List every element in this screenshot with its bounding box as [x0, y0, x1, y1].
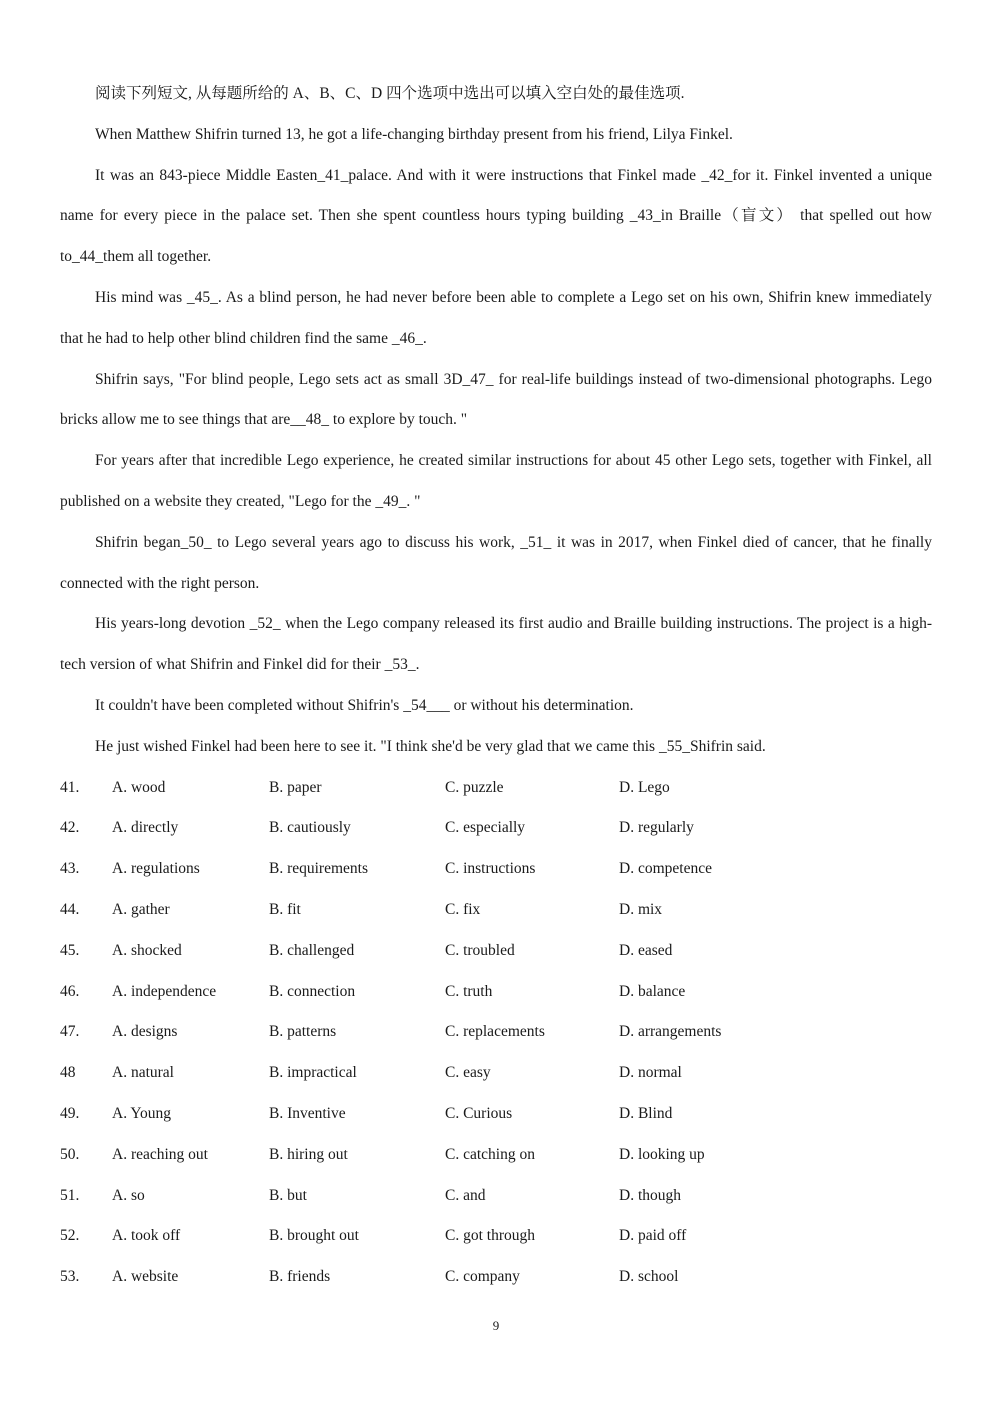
option-c: C. fix	[445, 900, 481, 918]
option-d: D. mix	[619, 900, 663, 918]
question-48	[60, 1053, 932, 1094]
option-b: B. hiring out	[269, 1145, 348, 1163]
option-d: D. Blind	[619, 1104, 673, 1122]
option-c: C. troubled	[445, 941, 515, 959]
option-b: B. connection	[269, 982, 356, 1000]
option-d: D. school	[619, 1268, 679, 1286]
question-47	[60, 1012, 932, 1053]
question-number: 42.	[60, 819, 80, 837]
question-44	[60, 890, 932, 931]
question-list	[60, 768, 932, 1298]
document-page	[60, 74, 932, 1298]
option-a: A. took off	[112, 1227, 181, 1245]
option-b: B. Inventive	[269, 1104, 346, 1122]
question-number: 45.	[60, 941, 80, 959]
option-c: C. Curious	[445, 1104, 513, 1122]
question-49	[60, 1094, 932, 1135]
question-number: 53.	[60, 1268, 80, 1286]
instruction-text: 阅读下列短文, 从每题所给的 A、B、C、D 四个选项中选出可以填入空白处的最佳选项.	[95, 85, 685, 102]
passage-paragraph-6: Shifrin began_50_ to Lego several years ago to discuss his work, _51_ it was in 2017, when Finkel died of cancer, that he finally connected with the right person.	[60, 533, 932, 592]
passage-paragraph-2: It was an 843-piece Middle Easten_41_palace. And with it were instructions that Finkel made _42_for it. Finkel invented a unique name for every piece in the palace set. Then she spent countless hours typing building _43_in Braille（盲文） that spelled out how to_44_them all together.	[60, 166, 932, 266]
passage-paragraph-4: Shifrin says, "For blind people, Lego sets act as small 3D_47_ for real-life buildings instead of two-dimensional photographs. Lego bricks allow me to see things that are__48_ to explore by touch. "	[60, 370, 932, 429]
option-d: D. balance	[619, 982, 686, 1000]
option-b: B. but	[269, 1186, 307, 1204]
passage-paragraph-3: His mind was _45_. As a blind person, he had never before been able to complete a Lego set on his own, Shifrin knew immediately that he had to help other blind children find the same _46_.	[60, 288, 932, 347]
option-a: A. natural	[112, 1064, 174, 1082]
passage-paragraph-5: For years after that incredible Lego experience, he created similar instructions for about 45 other Lego sets, together with Finkel, all published on a website they created, "Lego for the _49_. "	[60, 452, 932, 510]
option-a: A. gather	[112, 900, 170, 918]
question-number: 41.	[60, 778, 80, 796]
passage-paragraph-8: It couldn't have been completed without Shifrin's _54___ or without his determination.	[95, 696, 634, 714]
question-number: 51.	[60, 1186, 80, 1204]
option-c: C. got through	[445, 1227, 535, 1245]
passage-paragraph-9: He just wished Finkel had been here to see it. "I think she'd be very glad that we came this _55_Shifrin said.	[95, 737, 766, 755]
option-a: A. Young	[112, 1104, 172, 1122]
question-number: 50.	[60, 1145, 80, 1163]
option-b: B. friends	[269, 1268, 331, 1286]
option-c: C. company	[445, 1268, 520, 1286]
question-number: 49.	[60, 1104, 80, 1122]
option-a: A. wood	[112, 778, 166, 796]
option-c: C. replacements	[445, 1023, 545, 1041]
option-b: B. requirements	[269, 860, 369, 878]
option-b: B. brought out	[269, 1227, 359, 1245]
option-b: B. impractical	[269, 1064, 357, 1082]
option-c: C. instructions	[445, 860, 536, 878]
page-number: 9	[492, 1318, 500, 1333]
option-c: C. catching on	[445, 1145, 535, 1163]
question-50	[60, 1135, 932, 1176]
question-43	[60, 849, 932, 890]
question-46	[60, 972, 932, 1013]
option-a: A. designs	[112, 1023, 178, 1041]
option-b: B. paper	[269, 778, 322, 796]
option-b: B. cautiously	[269, 819, 351, 837]
question-53	[60, 1257, 932, 1298]
option-d: D. competence	[619, 860, 712, 878]
option-a: A. directly	[112, 819, 179, 837]
option-d: D. regularly	[619, 819, 694, 837]
question-41	[60, 768, 932, 809]
option-a: A. regulations	[112, 860, 200, 878]
option-d: D. paid off	[619, 1227, 687, 1245]
question-number: 48	[60, 1064, 76, 1082]
option-d: D. looking up	[619, 1145, 705, 1163]
option-d: D. eased	[619, 941, 673, 959]
option-b: B. patterns	[269, 1023, 337, 1041]
question-number: 47.	[60, 1023, 80, 1041]
passage-paragraph-1: When Matthew Shifrin turned 13, he got a life-changing birthday present from his friend, Lilya Finkel.	[95, 125, 733, 143]
question-number: 46.	[60, 982, 80, 1000]
option-c: C. easy	[445, 1064, 491, 1082]
option-d: D. arrangements	[619, 1023, 722, 1041]
option-a: A. so	[112, 1186, 145, 1204]
question-number: 52.	[60, 1227, 80, 1245]
passage-paragraph-7: His years-long devotion _52_ when the Lego company released its first audio and Braille building instructions. The project is a high-tech version of what Shifrin and Finkel did for their _53_.	[60, 615, 932, 674]
question-number: 43.	[60, 860, 80, 878]
option-b: B. challenged	[269, 941, 355, 959]
option-d: D. though	[619, 1186, 681, 1204]
option-a: A. independence	[112, 982, 217, 1000]
option-d: D. Lego	[619, 778, 670, 796]
option-a: A. website	[112, 1268, 179, 1286]
option-c: C. truth	[445, 982, 493, 1000]
question-42	[60, 808, 932, 849]
option-a: A. shocked	[112, 941, 182, 959]
question-number: 44.	[60, 900, 80, 918]
option-c: C. puzzle	[445, 778, 504, 796]
question-45	[60, 931, 932, 972]
option-d: D. normal	[619, 1064, 682, 1082]
option-b: B. fit	[269, 900, 301, 918]
option-c: C. especially	[445, 819, 526, 837]
question-52	[60, 1216, 932, 1257]
option-c: C. and	[445, 1186, 486, 1204]
option-a: A. reaching out	[112, 1145, 208, 1163]
question-51	[60, 1176, 932, 1217]
